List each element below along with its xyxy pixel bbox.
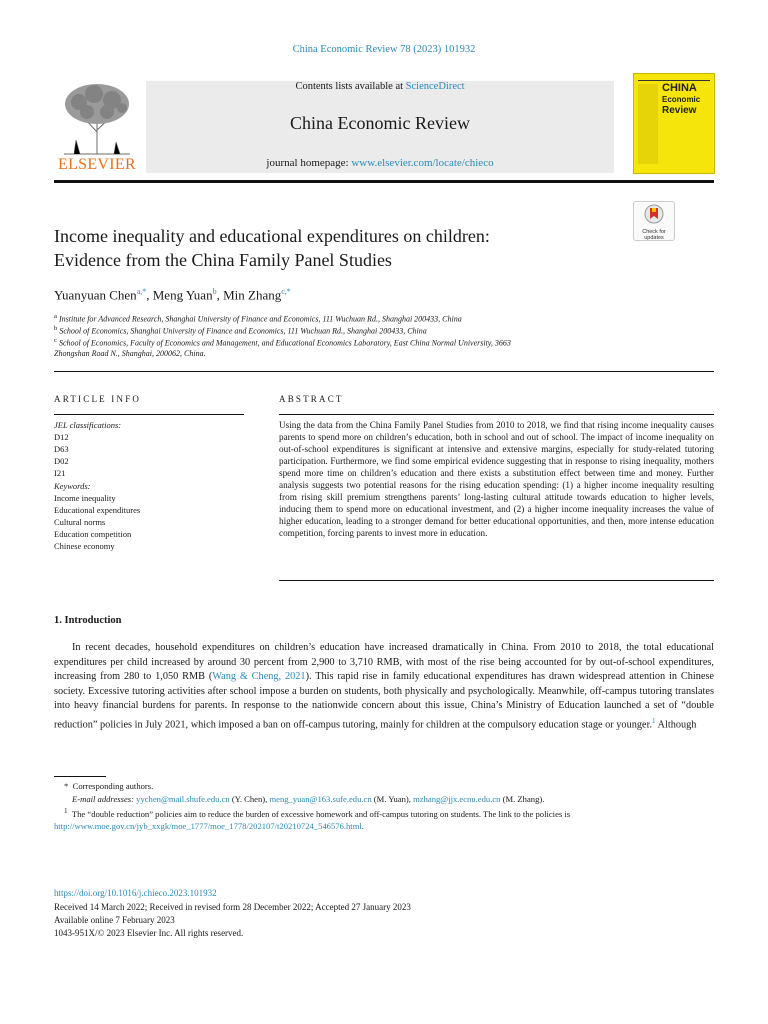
abstract-bottom-rule (279, 580, 714, 581)
keyword-list (54, 492, 140, 552)
affiliation-a: $^a$ Institute for Advanced Research, Shanghai University of Finance and Economics, 111 Wuchuan Rd., Shanghai 200433, China (54, 313, 462, 324)
check-for-updates-badge[interactable]: Check for updates (633, 201, 675, 241)
header-divider (54, 180, 714, 183)
keyword: Income inequality (54, 493, 116, 503)
homepage-link[interactable]: www.elsevier.com/locate/chieco (351, 157, 494, 169)
corresponding-authors-note: * Corresponding authors. (64, 781, 154, 791)
email-link-zhang[interactable]: mzhang@jjx.ecnu.edu.cn (413, 794, 501, 804)
keyword: Chinese economy (54, 541, 115, 551)
keyword: Educational expenditures (54, 505, 141, 515)
jel-label: JEL classifications: (54, 420, 122, 430)
jel-codes (54, 431, 69, 479)
footnote-1-ref[interactable]: 1 (652, 716, 656, 725)
jel-code: D63 (54, 444, 69, 454)
available-online: Available online 7 February 2023 (54, 915, 175, 925)
footnote-1-link-line: http://www.moe.gov.cn/jyb_xxgk/moe_1777/moe_1778/202107/t20210724_546576.html. (54, 821, 364, 831)
cover-title-1: CHINA (662, 82, 697, 94)
abstract-text: Using the data from the China Family Panel Studies from 2010 to 2018, we find that rising income inequality causes parents to spend more on children’s education, both in school and out of school. The impact of income inequality on out-of-school expenditures is significant at intensive and extensive margins, especially for study-related tutoring participation. Furthermore, we find some empirical evidence suggesting that in response to rising inequality, mothers spend more time on children’s education and there exists a substitution effect between time and money. Further analysis suggests two potential reasons for the rising education spending: (1) a higher income inequality resulting from rising skill premium strengthens parents’ long-lasting cultural attitude towards education to higher levels, inducing them to spend more on educational investment, and (2) a higher income inequality increases the value of higher education, leading to a stronger demand for better educational opportunities, and then, more intense education competition, forcing parents to invest more in education. (279, 420, 714, 538)
affiliation-b: $^b$ School of Economics, Shanghai University of Finance and Economics, 111 Wuchuan Rd., Shanghai 200433, China (54, 325, 427, 336)
abstract-rule (279, 414, 714, 415)
author-name: Min Zhang (223, 287, 282, 303)
author-affiliation-mark[interactable]: b (212, 287, 217, 296)
doi-link[interactable]: https://doi.org/10.1016/j.chieco.2023.101932 (54, 888, 217, 898)
jel-code: D02 (54, 456, 69, 466)
citation-link[interactable]: Wang & Cheng, 2021 (212, 671, 306, 682)
keyword: Cultural norms (54, 517, 106, 527)
author-affiliation-mark[interactable]: a,* (136, 287, 147, 296)
article-info-heading: ARTICLE INFO (54, 394, 142, 404)
keywords-label: Keywords: (54, 481, 91, 491)
copyright: 1043-951X/© 2023 Elsevier Inc. All rights reserved. (54, 928, 244, 938)
cover-title-3: Review (662, 105, 697, 116)
article-info-rule (54, 414, 244, 415)
author-name: Yuanyuan Chen (54, 287, 137, 303)
policy-link[interactable]: http://www.moe.gov.cn/jyb_xxgk/moe_1777/moe_1778/202107/t20210724_546576.html (54, 821, 362, 831)
email-addresses: E-mail addresses: yychen@mail.shufe.edu.cn (Y. Chen), meng_yuan@163.sufe.edu.cn (M. Yuan), mzhang@jjx.ecnu.edu.cn (M. Zhang). (72, 794, 545, 804)
homepage-line: journal homepage: www.elsevier.com/locate/chieco (266, 157, 494, 169)
keyword: Education competition (54, 529, 132, 539)
affiliation-divider (54, 371, 714, 372)
footnote-rule (54, 776, 106, 777)
author-list: Yuanyuan Chen$^{a,*}$, Meng Yuan$^b$, Min Zhang$^{c,*}$ (54, 287, 291, 303)
section-heading-introduction: 1. Introduction (54, 615, 122, 626)
contents-line: Contents lists available at ScienceDirect (295, 81, 465, 92)
journal-title: China Economic Review (290, 113, 470, 133)
affiliation-c-continued: Zhongshan Road N., Shanghai, 200062, China. (54, 349, 206, 358)
email-link-chen[interactable]: yychen@mail.shufe.edu.cn (136, 794, 230, 804)
publisher-name: ELSEVIER (58, 156, 136, 173)
journal-cover-thumbnail (633, 73, 715, 174)
footnote-1: $^1$ The “double reduction” policies aim to reduce the burden of excessive homework and off-campus tutoring on students. The link to the policies is (64, 807, 571, 819)
journal-citation[interactable]: China Economic Review 78 (2023) 101932 (292, 44, 476, 55)
email-link-yuan[interactable]: meng_yuan@163.sufe.edu.cn (269, 794, 372, 804)
abstract-heading: ABSTRACT (279, 394, 344, 404)
received-dates: Received 14 March 2022; Received in revised form 28 December 2022; Accepted 27 January 2023 (54, 902, 411, 912)
crossmark-icon (644, 204, 664, 224)
sciencedirect-link[interactable]: ScienceDirect (405, 81, 465, 92)
author-name: Meng Yuan (152, 287, 213, 303)
author-affiliation-mark[interactable]: c,* (281, 287, 291, 296)
cover-title-2: Economic (662, 95, 701, 104)
introduction-paragraph: In recent decades, household expenditures on children’s education have increased dramatically in China. From 2010 to 2018, the total educational expenditures per child increased by around 30 percent from 2,900 to 3,710 RMB, with most of the rise being accounted for by out-of-school expenditures, increasing from 280 to 1,050 RMB (Wang & Cheng, 2021). This rapid rise in family educational expenditures has drawn widespread attention in Chinese society. Excessive tutoring activities after school impose a burden on students, both physically and psychologically. Meanwhile, off-campus tutoring translates into heavy financial burdens for parents. In response to the nationwide concern about this issue, China’s Ministry of Education launched a set of “double reduction” policies in July 2021, which imposed a ban on off-campus tutoring, mainly for children at the compulsory education stage or younger.$^1$ Although (54, 642, 714, 730)
jel-code: D12 (54, 432, 69, 442)
affiliation-c: $^c$ School of Economics, Faculty of Economics and Management, and Educational Economics Laboratory, East China Normal University, 3663 (54, 337, 511, 348)
jel-code: I21 (54, 468, 66, 478)
journal-header-box (146, 81, 614, 173)
paper-title: Income inequality and educational expenditures on children: Evidence from the China Family Panel Studies (54, 226, 490, 270)
